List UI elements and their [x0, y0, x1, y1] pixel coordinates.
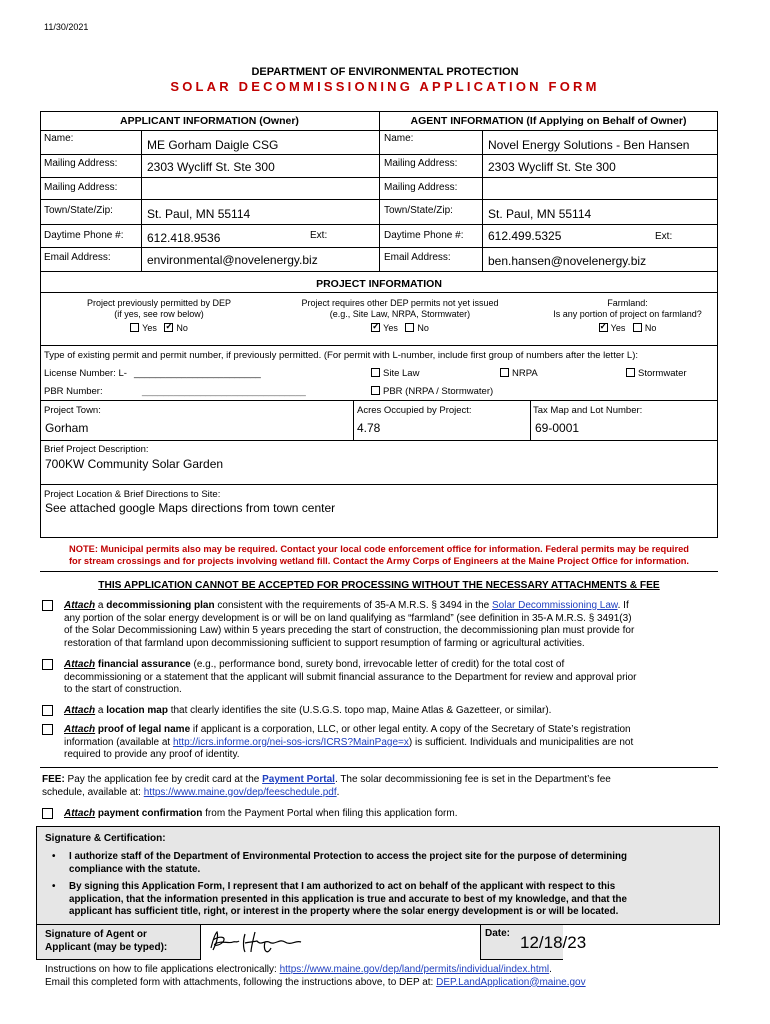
item2-bold: financial assurance: [95, 659, 191, 670]
nrpa-checkbox[interactable]: [500, 368, 509, 377]
q2-line1: Project requires other DEP permits not yet issued: [301, 298, 499, 308]
site-law-checkbox[interactable]: [371, 368, 380, 377]
fee-line2a: schedule, available at:: [42, 786, 144, 798]
stormwater-label: Stormwater: [638, 368, 687, 379]
agent-mailing-label: Mailing Address:: [384, 158, 458, 169]
date-label: Date:: [485, 928, 511, 939]
agent-mailing2-label: Mailing Address:: [384, 182, 458, 193]
certification-bullet-1: • I authorize staff of the Department of Environmental Protection to access the project site for the purpose of determining compliance with the statute.: [52, 851, 717, 876]
q3-yes-label: Yes: [610, 323, 626, 333]
attach-word-1: Attach: [64, 600, 96, 611]
item2-line2: decommissioning or a statement that the applicant will submit financial assurance to the Department for review and approval prior: [64, 671, 637, 683]
license-number-field[interactable]: ________________________: [134, 368, 261, 379]
item4-bold: proof of legal name: [95, 724, 191, 735]
agent-town-label: Town/State/Zip:: [384, 205, 453, 216]
agent-email-field[interactable]: ben.hansen@novelenergy.biz: [488, 254, 647, 268]
date-field-bg: [563, 925, 720, 960]
department-name: DEPARTMENT OF ENVIRONMENTAL PROTECTION: [251, 66, 519, 78]
payment-confirmation-bold: payment confirmation: [95, 808, 203, 819]
stormwater-option[interactable]: [626, 368, 687, 379]
payment-confirmation-checkbox[interactable]: [42, 808, 53, 819]
footer-line1-text: Instructions on how to file applications electronically:: [45, 964, 280, 975]
q1-yes-checkbox[interactable]: [130, 323, 139, 332]
applicant-name-field[interactable]: ME Gorham Daigle CSG: [147, 138, 279, 152]
note-line1: NOTE: Municipal permits also may be required. Contact your local code enforcement office for information. Federal permits may be required: [69, 544, 689, 554]
handwritten-signature-icon: [205, 926, 305, 958]
bullet2-l3: applicant has sufficient title, right, or interest in the property where the solar energy development is or will be located.: [69, 906, 619, 917]
agent-town-field[interactable]: St. Paul, MN 55114: [488, 207, 592, 221]
agent-name-field[interactable]: Novel Energy Solutions - Ben Hansen: [488, 138, 690, 152]
bullet2-l2: application, that the information presented in this application is true and accurate to best of my knowledge, and that the: [69, 893, 627, 905]
payment-portal-link[interactable]: Payment Portal: [262, 774, 335, 785]
item1-b: consistent with the requirements of 35-A M.R.S. § 3494 in the: [214, 600, 492, 611]
pbr-nrpa-label: PBR (NRPA / Stormwater): [383, 386, 494, 397]
location-label: Project Location & Brief Directions to Site:: [44, 489, 221, 500]
agent-name-label: Name:: [384, 133, 414, 144]
item4-l2a: information (available at: [64, 736, 173, 748]
q3-block: [535, 298, 720, 334]
attach-word-2: Attach: [64, 659, 96, 670]
note-line2: for stream crossings and for projects involving wetland fill. Contact the Army Corps of Engineers at the Maine Project Office for information.: [68, 556, 690, 566]
nrpa-option[interactable]: [500, 368, 538, 379]
fee-text-b: . The solar decommissioning fee is set in the Department’s fee: [334, 774, 611, 785]
applicant-mailing-field[interactable]: 2303 Wycliff St. Ste 300: [147, 160, 275, 174]
site-law-label: Site Law: [383, 368, 420, 379]
agent-mailing-field[interactable]: 2303 Wycliff St. Ste 300: [488, 160, 616, 174]
item1-c: . If: [617, 600, 629, 611]
project-town-field[interactable]: Gorham: [45, 421, 89, 435]
q2-no-label: No: [417, 323, 429, 333]
footer: [45, 964, 745, 989]
sig-label-l2: Applicant (may be typed):: [45, 942, 168, 953]
q2-no-checkbox[interactable]: [405, 323, 414, 332]
bullet1-l2: compliance with the statute.: [69, 863, 201, 875]
description-label: Brief Project Description:: [44, 444, 149, 455]
applicant-heading: APPLICANT INFORMATION (Owner): [120, 115, 299, 127]
license-label: License Number: L-: [44, 368, 127, 379]
item2-a: (e.g., performance bond, surety bond, irrevocable letter of credit) for the total cost of: [190, 659, 565, 670]
description-field[interactable]: 700KW Community Solar Garden: [45, 457, 224, 471]
pbr-nrpa-option[interactable]: [371, 386, 493, 397]
tax-map-field[interactable]: 69-0001: [535, 421, 580, 435]
bullet1-l1: I authorize staff of the Department of Environmental Protection to access the project site for the purpose of determining: [69, 851, 627, 862]
q1-line1: Project previously permitted by DEP: [86, 298, 232, 308]
q1-yes-label: Yes: [142, 323, 157, 333]
applicant-phone-label: Daytime Phone #:: [44, 230, 124, 241]
municipal-note: [40, 543, 718, 567]
q3-line1: Farmland:: [607, 298, 648, 308]
q2-yes-checkbox[interactable]: [371, 323, 380, 332]
fee-label: FEE:: [42, 774, 65, 785]
item2-line3: to the start of construction.: [64, 684, 182, 695]
item1-line4: restoration of that farmland upon decommissioning sufficient to support resumption of farming or agricultural activities.: [64, 637, 585, 649]
item1-line3: of the Solar Decommissioning Law) within 5 years preceding the start of construction, the decommissioning plan must provide for: [64, 625, 635, 636]
payment-confirmation-item: [64, 808, 724, 821]
agent-phone-label: Daytime Phone #:: [384, 230, 464, 241]
item3-bold: location map: [106, 705, 168, 716]
agent-phone-field[interactable]: 612.499.5325: [488, 229, 562, 243]
attachments-heading: THIS APPLICATION CANNOT BE ACCEPTED FOR PROCESSING WITHOUT THE NECESSARY ATTACHMENTS & FEE: [98, 580, 660, 591]
agent-email-label: Email Address:: [384, 252, 451, 263]
item1-a: a: [95, 600, 107, 611]
decommissioning-plan-item: [64, 600, 724, 650]
project-heading: PROJECT INFORMATION: [316, 278, 442, 290]
proof-legal-name-checkbox[interactable]: [42, 724, 53, 735]
signature-heading: Signature & Certification:: [45, 833, 166, 844]
solar-decommissioning-law-link[interactable]: Solar Decommissioning Law: [491, 600, 618, 611]
revision-date: 11/30/2021: [44, 22, 89, 32]
item4-line3: required to provide any proof of identity.: [64, 749, 240, 760]
financial-assurance-item: [64, 659, 724, 697]
agent-heading: AGENT INFORMATION (If Applying on Behalf of Owner): [410, 115, 687, 127]
applicant-name-label: Name:: [44, 133, 74, 144]
signature-label: [45, 928, 167, 954]
applicant-phone-field[interactable]: 612.418.9536: [147, 231, 221, 245]
fee-schedule-link[interactable]: https://www.maine.gov/dep/feeschedule.pdf: [143, 786, 337, 798]
item1-line2: any portion of the solar energy development is or will be on land qualifying as “farmland” (see definition in 35-A M.R.S. § 3491(3): [64, 612, 632, 624]
permit-type-text: Type of existing permit and permit number, if previously permitted. (For permit with L-number, include first group of numbers after the letter L):: [44, 350, 639, 361]
dep-email-link[interactable]: DEP.LandApplication@maine.gov: [436, 976, 586, 988]
location-field[interactable]: See attached google Maps directions from town center: [45, 501, 336, 515]
applicant-town-label: Town/State/Zip:: [44, 205, 113, 216]
fee-section: [42, 774, 722, 799]
bullet2-l1: By signing this Application Form, I represent that I am authorized to act on behalf of the applicant with respect to this: [69, 881, 616, 892]
q1-no-label: No: [176, 323, 188, 333]
item3-b: that clearly identifies the site (U.S.G.S. topo map, Maine Atlas & Gazetteer, or similar).: [167, 705, 552, 716]
project-town-label: Project Town:: [44, 405, 101, 416]
acres-label: Acres Occupied by Project:: [357, 405, 472, 416]
applicant-email-label: Email Address:: [44, 252, 111, 263]
date-field[interactable]: 12/18/23: [520, 933, 587, 952]
item4-l2b: ) is sufficient. Individuals and municipalities are not: [408, 736, 634, 748]
proof-legal-name-item: [64, 724, 724, 762]
tax-map-label: Tax Map and Lot Number:: [533, 405, 643, 416]
applicant-ext-label: Ext:: [310, 230, 328, 241]
q1-no-checkbox[interactable]: [164, 323, 173, 332]
agent-ext-label: Ext:: [655, 231, 673, 242]
attach-word-3: Attach: [64, 705, 96, 716]
location-map-item: [64, 705, 724, 718]
pbr-label: PBR Number:: [44, 386, 103, 397]
q3-no-label: No: [644, 323, 657, 333]
fee-text-a: Pay the application fee by credit card at the: [64, 774, 263, 785]
stormwater-checkbox[interactable]: [626, 368, 635, 377]
q2-block: [270, 298, 530, 334]
payment-confirmation-text: from the Payment Portal when filing this application form.: [202, 808, 458, 819]
electronic-filing-link[interactable]: https://www.maine.gov/dep/land/permits/individual/index.html: [279, 964, 550, 975]
decommissioning-plan-checkbox[interactable]: [42, 600, 53, 611]
q3-yes-checkbox[interactable]: [599, 323, 608, 332]
q2-line2: (e.g., Site Law, NRPA, Stormwater): [329, 309, 471, 319]
item3-a: a: [95, 705, 107, 716]
item4-a: if applicant is a corporation, LLC, or other legal entity. A copy of the Secretary of State’s registration: [190, 724, 631, 735]
certification-bullet-2: • By signing this Application Form, I represent that I am authorized to act on behalf of the applicant with respect to this application, that the information presented in this application is true and accurate to best of my knowledge, and that the applicant has sufficient title, right, or interest in the property where the solar energy development is or will be located.: [52, 881, 717, 919]
site-law-option[interactable]: [371, 368, 419, 379]
pbr-number-field[interactable]: _______________________________: [142, 386, 306, 397]
nrpa-label: NRPA: [512, 368, 538, 379]
footer-line2-text: Email this completed form with attachments, following the instructions above, to DEP at:: [45, 976, 437, 988]
form-title: SOLAR DECOMMISSIONING APPLICATION FORM: [170, 79, 600, 94]
item1-bold: decommissioning plan: [106, 600, 215, 611]
applicant-email-field[interactable]: environmental@novelenergy.biz: [147, 253, 318, 267]
sig-label-l1: Signature of Agent or: [45, 929, 147, 940]
q3-line2: Is any portion of project on farmland?: [553, 309, 702, 319]
q1-line2: (if yes, see row below): [114, 309, 204, 319]
fee-line2b: .: [336, 786, 340, 798]
attach-word-5: Attach: [64, 808, 96, 819]
financial-assurance-checkbox[interactable]: [42, 659, 53, 670]
attach-word-4: Attach: [64, 724, 96, 735]
applicant-mailing2-label: Mailing Address:: [44, 182, 118, 193]
q1-block: [44, 298, 274, 334]
pbr-nrpa-checkbox[interactable]: [371, 386, 380, 395]
footer-line1-end: .: [549, 964, 552, 975]
location-map-checkbox[interactable]: [42, 705, 53, 716]
q2-yes-label: Yes: [383, 323, 398, 333]
acres-field[interactable]: 4.78: [357, 421, 381, 435]
icrs-link[interactable]: http://icrs.informe.org/nei-sos-icrs/ICRS?MainPage=x: [172, 736, 409, 748]
q3-no-checkbox[interactable]: [633, 323, 642, 332]
applicant-town-field[interactable]: St. Paul, MN 55114: [147, 207, 251, 221]
applicant-mailing-label: Mailing Address:: [44, 158, 118, 169]
